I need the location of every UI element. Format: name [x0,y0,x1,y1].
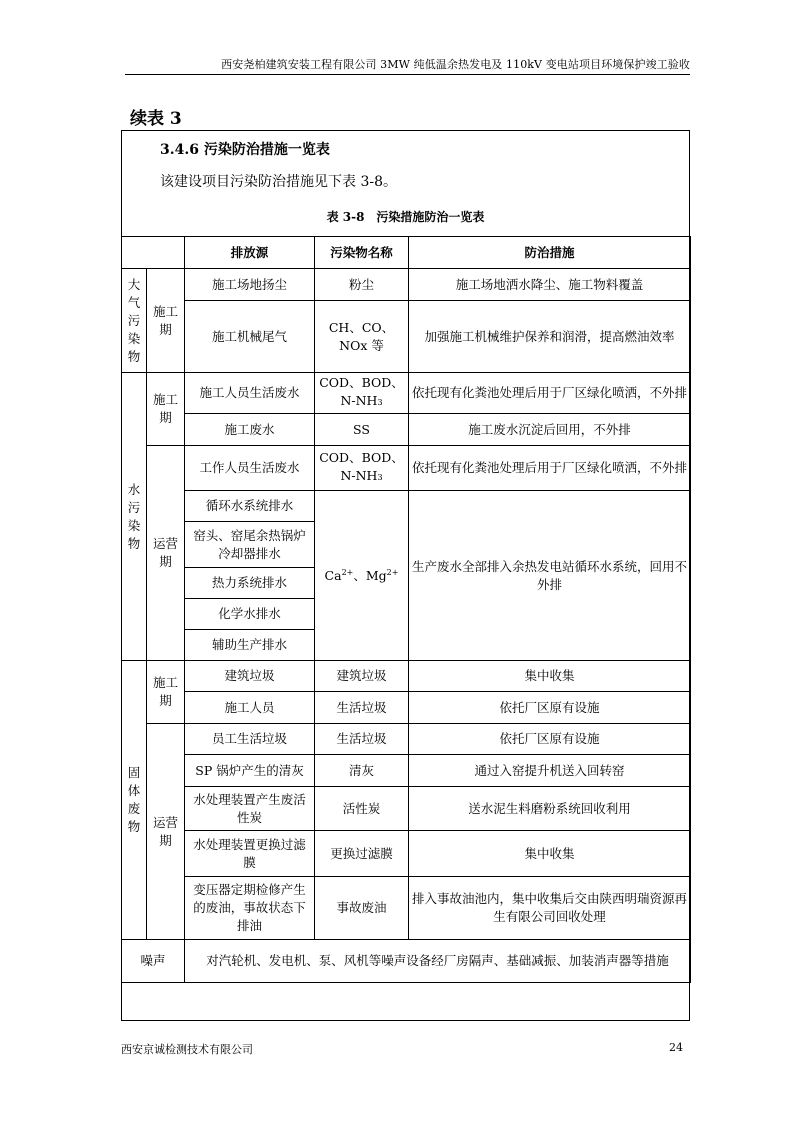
measure-cell: 加强施工机械维护保养和润滑，提高燃油效率 [409,301,691,373]
pollutant-cell: 粉尘 [315,269,409,301]
period-construction: 施工期 [147,269,185,373]
measure-cell: 生产废水全部排入余热发电站循环水系统，回用不外排 [409,491,691,661]
pollutant-subscript: 3 [377,398,383,407]
table-caption: 表 3-8 污染措施防治一览表 [326,210,485,224]
pollution-measures-table [121,236,691,983]
pollutant-text: COD、BOD、 [319,450,404,465]
table-row [122,446,691,491]
source-cell: SP 锅炉产生的清灰 [185,755,315,787]
section-intro: 该建设项目污染防治措施见下表 3-8。 [160,174,397,190]
measure-cell: 排入事故油池内，集中收集后交由陕西明瑞资源再生有限公司回收处理 [409,877,691,940]
pollutant-subscript: 3 [377,473,383,482]
period-construction: 施工期 [147,661,185,724]
category-solid: 固体废物 [122,661,147,940]
period-operation: 运营期 [147,446,185,661]
header-measures: 防治措施 [409,237,691,269]
table-row [122,940,691,983]
pollutant-cell [315,373,409,414]
continued-label: 续表 3 [130,109,182,129]
measure-cell: 集中收集 [409,661,691,692]
header-empty-cell [122,237,185,269]
source-cell: 水处理装置产生废活性炭 [185,787,315,831]
header-title: 西安尧柏建筑安装工程有限公司 3MW 纯低温余热发电及 110kV 变电站项目环境保护竣工验收 [221,58,690,71]
source-cell: 窑头、窑尾余热锅炉冷却器排水 [185,522,315,568]
pollutant-superscript: 2+ [341,567,354,577]
pollutant-cell: 清灰 [315,755,409,787]
pollutant-cell: SS [315,414,409,446]
measure-cell: 依托厂区原有设施 [409,724,691,755]
table-row [122,724,691,755]
pollutant-text: 、Mg [353,567,387,583]
pollutant-superscript: 2+ [386,567,399,577]
header-divider [125,74,690,75]
pollutant-text: N-NH [340,393,378,408]
pollutant-text: NOx 等 [339,337,384,353]
source-cell: 辅助生产排水 [185,630,315,661]
table-row [122,269,691,301]
source-cell: 施工人员生活废水 [185,373,315,414]
table-row [122,831,691,877]
header-pollutant: 污染物名称 [315,237,409,269]
pollutant-cell: 建筑垃圾 [315,661,409,692]
pollutant-text: Ca [324,567,342,583]
period-operation: 运营期 [147,724,185,940]
source-cell: 循环水系统排水 [185,491,315,522]
table-row [122,414,691,446]
measure-cell: 施工场地洒水降尘、施工物料覆盖 [409,269,691,301]
measure-cell: 施工废水沉淀后回用，不外排 [409,414,691,446]
source-cell: 水处理装置更换过滤膜 [185,831,315,877]
source-cell: 施工场地扬尘 [185,269,315,301]
pollutant-text: N-NH [340,468,378,483]
source-cell: 员工生活垃圾 [185,724,315,755]
table-row [122,301,691,373]
table-row [122,491,691,522]
header-source: 排放源 [185,237,315,269]
table-row [122,787,691,831]
section-title: 3.4.6 污染防治措施一览表 [160,142,330,158]
table-header-row [122,237,691,269]
source-cell: 工作人员生活废水 [185,446,315,491]
source-cell: 施工废水 [185,414,315,446]
page-number: 24 [669,1041,683,1054]
source-cell: 变压器定期检修产生的废油，事故状态下排油 [185,877,315,940]
pollutant-cell [315,491,409,661]
pollutant-cell: 更换过滤膜 [315,831,409,877]
table-row [122,877,691,940]
footer-company: 西安京诚检测技术有限公司 [121,1043,253,1056]
category-air: 大气污染物 [122,269,147,373]
pollutant-cell: 生活垃圾 [315,692,409,724]
pollutant-cell: 活性炭 [315,787,409,831]
table-row [122,373,691,414]
measure-cell: 集中收集 [409,831,691,877]
source-cell: 热力系统排水 [185,568,315,599]
measure-cell: 依托现有化粪池处理后用于厂区绿化喷洒，不外排 [409,373,691,414]
measure-cell: 对汽轮机、发电机、泵、风机等噪声设备经厂房隔声、基础减振、加装消声器等措施 [185,940,691,983]
table-row [122,692,691,724]
category-noise: 噪声 [122,940,185,983]
pollutant-text: COD、BOD、 [319,375,404,390]
category-water: 水污染物 [122,373,147,661]
pollutant-cell: 生活垃圾 [315,724,409,755]
pollutant-cell: 事故废油 [315,877,409,940]
table-row [122,755,691,787]
source-cell: 建筑垃圾 [185,661,315,692]
source-cell: 化学水排水 [185,599,315,630]
pollutant-cell [315,446,409,491]
source-cell: 施工机械尾气 [185,301,315,373]
source-cell: 施工人员 [185,692,315,724]
table-row [122,661,691,692]
pollutant-text: CH、CO、 [328,319,395,335]
period-construction: 施工期 [147,373,185,446]
measure-cell: 通过入窑提升机送入回转窑 [409,755,691,787]
measure-cell: 送水泥生料磨粉系统回收利用 [409,787,691,831]
measure-cell: 依托厂区原有设施 [409,692,691,724]
measure-cell: 依托现有化粪池处理后用于厂区绿化喷洒，不外排 [409,446,691,491]
pollutant-cell [315,301,409,373]
